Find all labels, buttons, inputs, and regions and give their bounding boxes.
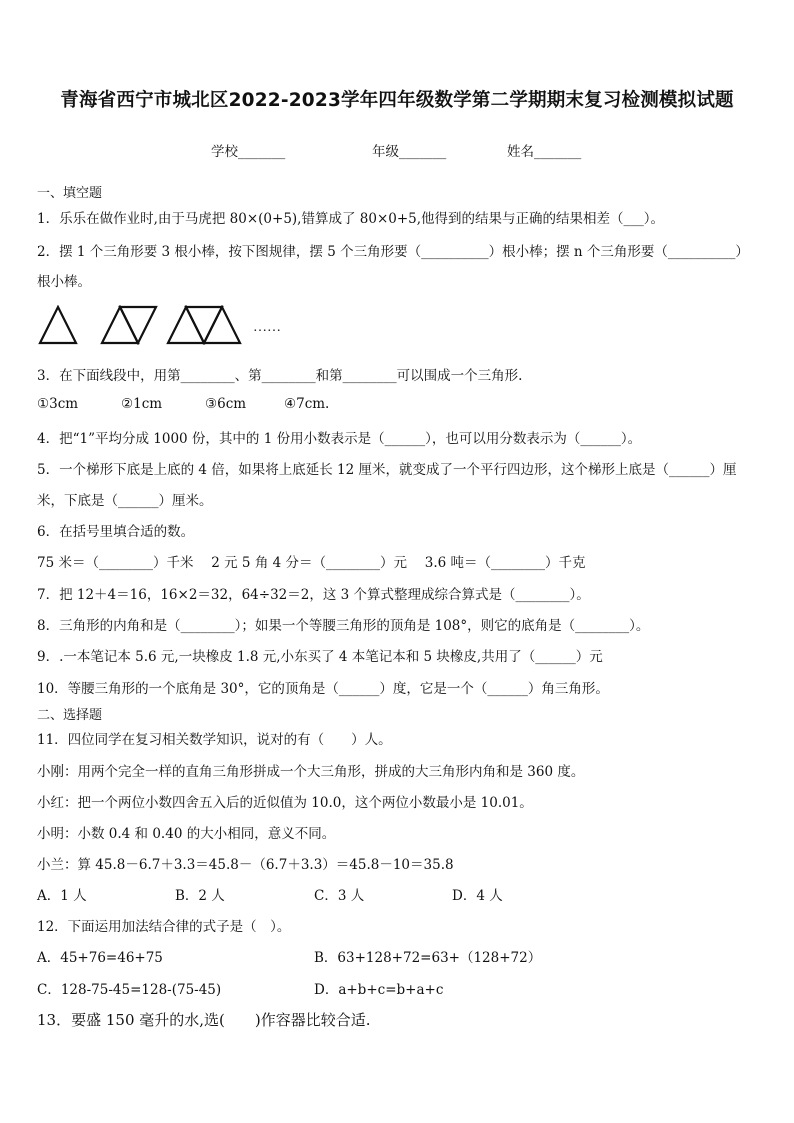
question-12-options-row1: [37, 946, 764, 964]
q11-statement-xiaoming: 小明：小数 0.4 和 0.40 的大小相同，意义不同。: [37, 826, 336, 842]
question-5-continued: 米，下底是（______）厘米。: [37, 493, 213, 509]
grade-field: 年级_______: [372, 144, 447, 160]
q12-option-d: D．a+b+c=b+a+c: [314, 982, 444, 998]
school-field: 学校_______: [211, 144, 286, 160]
question-11: 11．四位同学在复习相关数学知识，说对的有（ ）人。: [37, 732, 392, 748]
question-12-options-row2: [37, 978, 764, 996]
name-field: 姓名_______: [507, 144, 582, 160]
triangle-pattern-figure: [37, 305, 297, 345]
q11-statement-xiaohong: 小红：把一个两位小数四舍五入后的近似值为 10.0，这个两位小数最小是 10.01。: [37, 795, 533, 811]
triangle-one: [40, 307, 76, 343]
q3-option-3: ③6cm: [205, 396, 247, 412]
q11-statement-xiaogang: 小刚：用两个完全一样的直角三角形拼成一个大三角形，拼成的大三角形内角和是 360 度。: [37, 764, 585, 780]
pattern-ellipsis: ……: [253, 320, 281, 335]
question-12: 12．下面运用加法结合律的式子是（ ）。: [37, 919, 291, 935]
q3-option-1: ①3cm: [37, 396, 79, 412]
question-9: 9．.一本笔记本 5.6 元,一块橡皮 1.8 元,小东买了 4 本笔记本和 5 块橡皮,共用了（______）元: [37, 649, 603, 665]
q12-option-a: A．45+76=46+75: [37, 950, 163, 966]
question-2-continued: 根小棒。: [37, 274, 91, 290]
question-4: 4．把“1”平均分成 1000 份，其中的 1 份用小数表示是（______），也可以用分数表示为（______）。: [37, 431, 642, 447]
section-multiple-choice: 二、选择题: [37, 708, 103, 723]
question-10: 10．等腰三角形的一个底角是 30°，它的顶角是（______）度，它是一个（______）角三角形。: [37, 681, 609, 697]
question-6: 6．在括号里填合适的数。: [37, 524, 195, 540]
q11-statement-xiaolan: 小兰：算 45.8－6.7＋3.3＝45.8－（6.7＋3.3）＝45.8－10＝35.8: [37, 857, 454, 873]
question-7: 7．把 12＋4＝16，16×2＝32，64÷32＝2，这 3 个算式整理成综合算式是（________）。: [37, 587, 590, 603]
triangle-three: [168, 307, 240, 343]
q11-option-b: B．2 人: [175, 888, 225, 904]
q3-option-2: ②1cm: [121, 396, 163, 412]
q3-option-4: ④7cm.: [284, 396, 330, 412]
question-1: 1．乐乐在做作业时,由于马虎把 80×(0+5),错算成了 80×0+5,他得到的结果与正确的结果相差（___）。: [37, 211, 665, 227]
question-3-options: [37, 396, 764, 414]
q11-option-c: C．3 人: [314, 888, 365, 904]
triangle-two: [102, 307, 156, 343]
question-6-blanks: 75 米＝（________）千米 2 元 5 角 4 分＝（________）元 3.6 吨＝（________）千克: [37, 555, 586, 571]
question-13: 13．要盛 150 毫升的水,选( )作容器比较合适.: [37, 1011, 371, 1029]
q12-option-b: B．63+128+72=63+（128+72）: [314, 950, 542, 966]
section-fill-blank: 一、填空题: [37, 186, 103, 201]
question-3: 3．在下面线段中，用第________、第________和第________可以围成一个三角形.: [37, 368, 523, 384]
q11-option-d: D．4 人: [452, 888, 503, 904]
question-8: 8．三角形的内角和是（________）；如果一个等腰三角形的顶角是 108°，则它的底角是（________）。: [37, 618, 650, 634]
page-title: 青海省西宁市城北区2022-2023学年四年级数学第二学期期末复习检测模拟试题: [60, 90, 734, 111]
q11-option-a: A．1 人: [37, 888, 87, 904]
question-11-options: [37, 884, 764, 902]
question-5: 5．一个梯形下底是上底的 4 倍，如果将上底延长 12 厘米，就变成了一个平行四边形，这个梯形上底是（______）厘: [37, 462, 737, 478]
q12-option-c: C．128-75-45=128-(75-45): [37, 982, 222, 998]
question-2: 2．摆 1 个三角形要 3 根小棒，按下图规律，摆 5 个三角形要（__________）根小棒；摆 n 个三角形要（__________）: [37, 244, 749, 260]
